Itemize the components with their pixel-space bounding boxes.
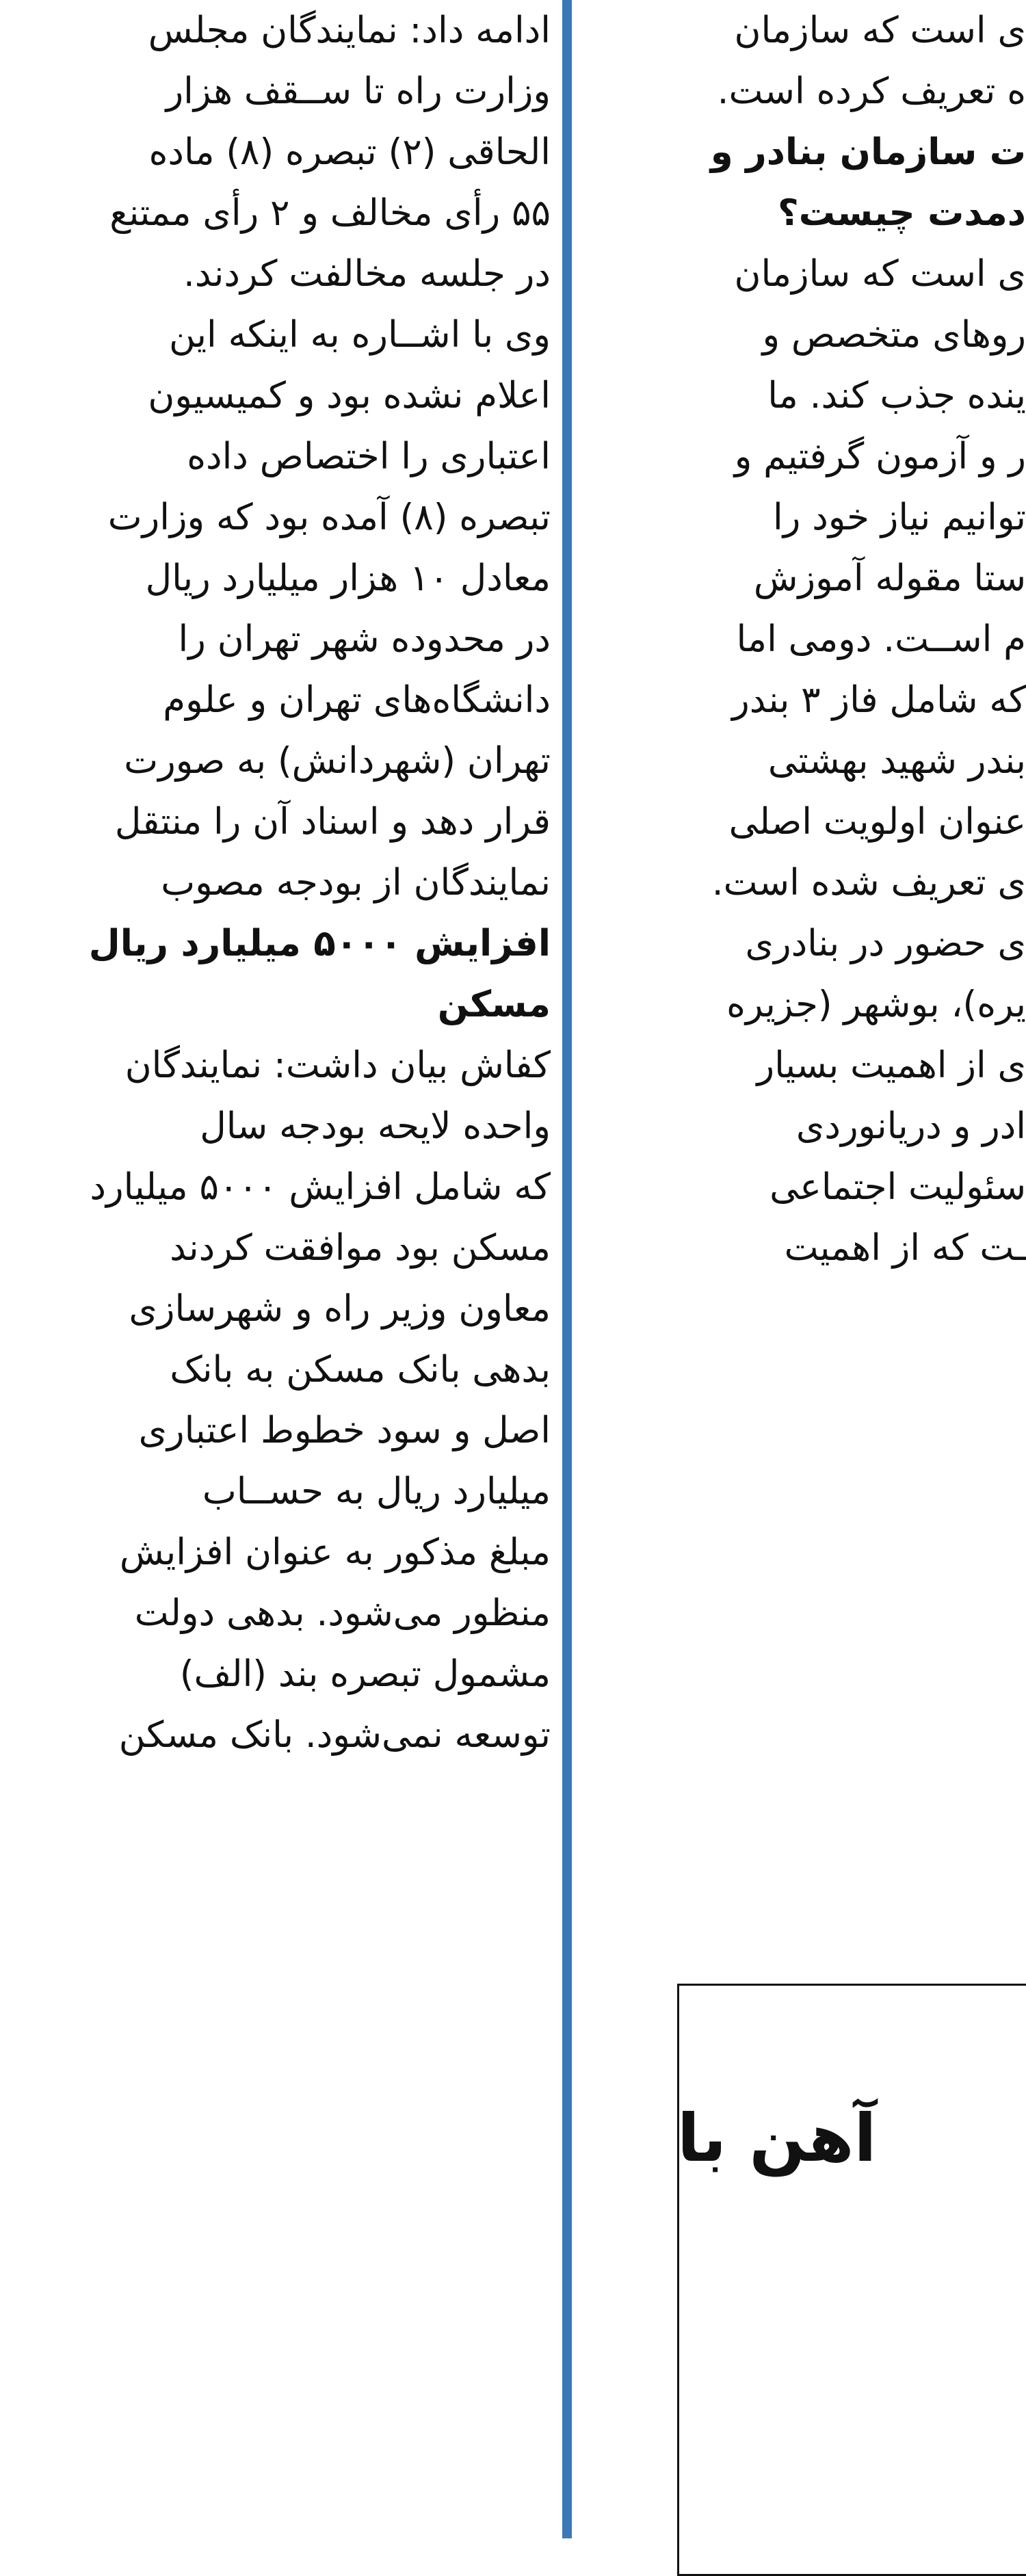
right-line: ستا مقوله آموزش <box>753 557 1026 599</box>
left-line: ۵۵ رأی مخالف و ۲ رأی ممتنع <box>109 192 551 234</box>
right-line: ر و آزمون گرفتیم و <box>734 436 1026 477</box>
left-line: که شامل افزایش ۵۰۰۰ میلیارد <box>90 1166 551 1208</box>
left-line: مشمول تبصره بند (الف) <box>179 1653 551 1695</box>
right-line: عنوان اولویت اصلی <box>728 801 1026 843</box>
left-line: نمایندگان از بودجه مصوب <box>161 862 551 904</box>
left-line: اصل و سود خطوط اعتباری <box>138 1410 551 1451</box>
left-line: واحده لایحه بودجه سال <box>200 1105 551 1147</box>
right-line: روهای متخصص و <box>762 314 1026 356</box>
left-line: مبلغ مذکور به عنوان افزایش <box>119 1532 551 1573</box>
right-line: ی تعریف شده است. <box>711 862 1026 904</box>
left-line: معاون وزیر راه و شهرسازی <box>129 1288 551 1330</box>
right-line: ت سازمان بنادر و <box>710 131 1026 173</box>
left-line: بدهی بانک مسکن به بانک <box>170 1349 551 1391</box>
left-line: اعلام نشده بود و کمیسیون <box>148 375 551 417</box>
right-line: یره)، بوشهر (جزیره <box>726 984 1026 1025</box>
left-line: معادل ۱۰ هزار میلیارد ریال <box>145 557 551 599</box>
right-line: ی است که سازمان <box>734 10 1026 51</box>
right-line: که شامل فاز ۳ بندر <box>732 679 1026 721</box>
left-line: در جلسه مخالفت کردند. <box>183 253 551 295</box>
right-line: ی حضور در بنادری <box>745 923 1026 964</box>
left-line: قرار دهد و اسناد آن را منتقل <box>114 801 551 843</box>
advertisement-box <box>677 1984 1026 2576</box>
right-line: ی است که سازمان <box>734 253 1026 295</box>
left-line: تهران (شهردانش) به صورت <box>124 740 551 782</box>
left-line: الحاقی (۲) تبصره (۸) ماده <box>148 131 551 173</box>
left-line: وزارت راه تا ســقف هزار <box>166 70 551 112</box>
left-line: میلیارد ریال به حســاب <box>202 1471 551 1512</box>
left-line: وی با اشــاره به اینکه این <box>168 314 551 356</box>
right-line: توانیم نیاز خود را <box>773 497 1026 538</box>
right-line: م اســت. دومی اما <box>736 618 1026 660</box>
left-article-column <box>0 0 551 1765</box>
right-line: ادر و دریانوردی <box>795 1105 1026 1147</box>
left-line: کفاش بیان داشت: نمایندگان <box>124 1044 551 1086</box>
right-line: ه تعریف کرده است. <box>717 70 1026 112</box>
left-line: اعتباری را اختصاص داده <box>187 436 551 477</box>
left-line: در محدوده شهر تهران را <box>178 618 551 660</box>
right-line: دمدت چیست؟ <box>778 192 1026 234</box>
left-line: ادامه داد: نمایندگان مجلس <box>148 10 551 51</box>
left-line: مسکن <box>437 984 551 1025</box>
left-line: افزایش ۵۰۰۰ میلیارد ریال <box>88 923 551 964</box>
left-line: دانشگاه‌های تهران و علوم <box>163 679 551 721</box>
advertisement-headline: آهن با <box>677 2100 877 2177</box>
right-line: ی از اهمیت بسیار <box>757 1044 1026 1086</box>
left-line: مسکن بود موافقت کردند <box>170 1227 551 1269</box>
right-line: بندر شهید بهشتی <box>767 740 1026 782</box>
right-line: سئولیت اجتماعی <box>770 1166 1026 1208</box>
left-line: تبصره (۸) آمده بود که وزارت <box>107 497 551 538</box>
right-article-column <box>595 0 1026 1278</box>
right-line: ینده جذب کند. ما <box>767 375 1026 417</box>
column-divider <box>562 0 572 2538</box>
right-line: ـت که از اهمیت <box>784 1227 1026 1269</box>
left-line: منظور می‌شود. بدهی دولت <box>134 1592 551 1634</box>
left-line: توسعه نمی‌شود. بانک مسکن <box>118 1714 551 1756</box>
